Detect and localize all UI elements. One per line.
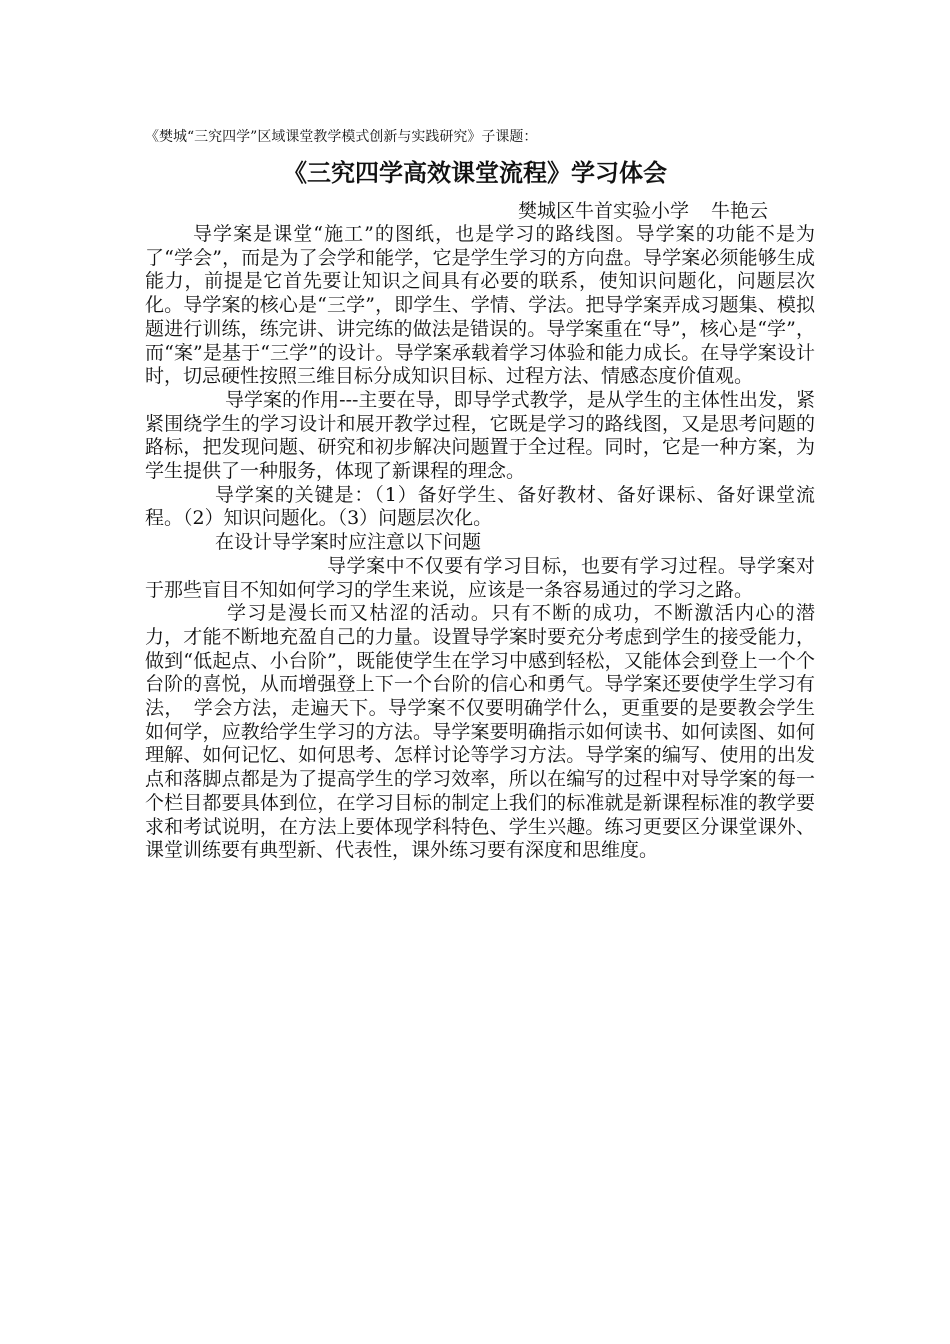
subject-line: 《樊城“三究四学”区域课堂教学模式创新与实践研究》子课题： bbox=[145, 129, 538, 145]
section-heading: 在设计导学案时应注意以下问题 bbox=[215, 531, 482, 554]
body-text bbox=[145, 223, 815, 863]
author-school: 樊城区牛首实验小学 bbox=[518, 200, 690, 222]
author-line bbox=[518, 199, 768, 223]
author-name: 牛艳云 bbox=[711, 200, 769, 222]
paragraph: 导学案中不仅要有学习目标，也要有学习过程。导学案对于那些盲目不知如何学习的学生来说，应该是一条容易通过的学习之路。 bbox=[145, 554, 815, 601]
paragraph: 导学案的作用---主要在导，即导学式教学，是从学生的主体性出发，紧紧围绕学生的学习设计和展开教学过程，它既是学习的路线图，又是思考问题的路标，把发现问题、研究和初步解决问题置于全过程。同时，它是一种方案，为学生提供了一种服务，体现了新课程的理念。 bbox=[145, 388, 815, 483]
document-title: 《三究四学高效课堂流程》学习体会 bbox=[283, 159, 667, 187]
paragraph: 导学案是课堂“施工”的图纸，也是学习的路线图。导学案的功能不是为了“学会”，而是为了会学和能学，它是学生学习的方向盘。导学案必须能够生成能力，前提是它首先要让知识之间具有必要的联系，使知识问题化，问题层次化。导学案的核心是“三学”，即学生、学情、学法。把导学案弄成习题集、模拟题进行训练，练完讲、讲完练的做法是错误的。导学案重在“导”，核心是“学”，而“案”是基于“三学”的设计。导学案承载着学习体验和能力成长。在导学案设计时，切忌硬性按照三维目标分成知识目标、过程方法、情感态度价值观。 bbox=[145, 223, 815, 388]
paragraph: 学习是漫长而又枯涩的活动。只有不断的成功，不断激活内心的潜力，才能不断地充盈自己的力量。设置导学案时要充分考虑到学生的接受能力，做到“低起点、小台阶”，既能使学生在学习中感到轻松，又能体会到登上一个个台阶的喜悦，从而增强登上下一个台阶的信心和勇气。导学案还要使学生学习有法， 学会方法，走遍天下。导学案不仅要明确学什么，更重要的是要教会学生如何学，应教给学生学习的方法。导学案要明确指示如何读书、如何读图、如何理解、如何记忆、如何思考、怎样讨论等学习方法。导学案的编写、使用的出发点和落脚点都是为了提高学生的学习效率，所以在编写的过程中对导学案的每一个栏目都要具体到位，在学习目标的制定上我们的标准就是新课程标准的教学要求和考试说明，在方法上要体现学科特色、学生兴趣。练习更要区分课堂课外、课堂训练要有典型新、代表性，课外练习要有深度和思维度。 bbox=[145, 602, 815, 862]
paragraph: 导学案的关键是：（1）备好学生、备好教材、备好课标、备好课堂流程。（2）知识问题化。（3）问题层次化。 bbox=[145, 483, 815, 530]
